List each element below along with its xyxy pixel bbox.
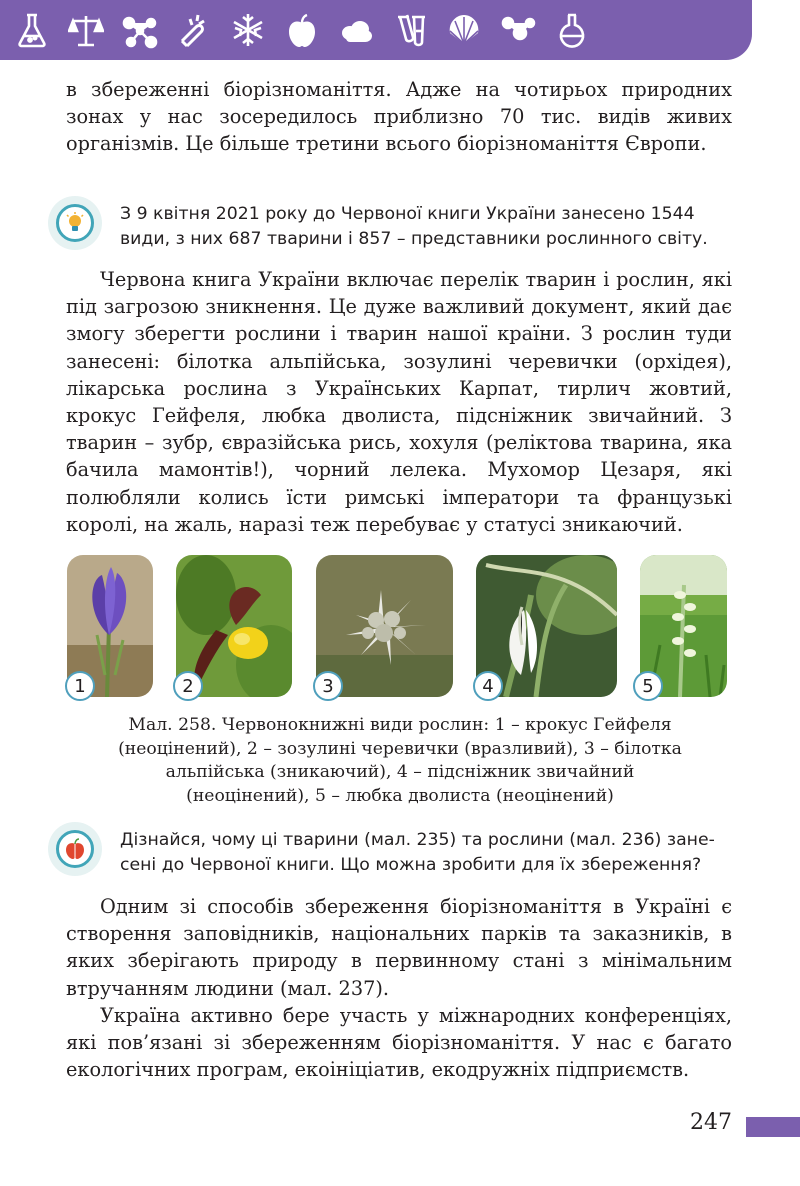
- note-line-2: види, з них 687 тварини і 857 – представники рослинного світу.: [120, 229, 708, 249]
- lightbulb-icon: [56, 204, 94, 242]
- paragraph-text: Україна активно бере участь у міжнародних конференціях, які пов’язані зі збереженням біорізноманіття. У нас є багато екологічних програм, екоініціатив, екодружніх підприємств.: [66, 1003, 732, 1082]
- caption-line: (неоцінений), 2 – зозулині черевички (вразливий), 3 – білотка: [118, 738, 682, 759]
- photo-number: 4: [473, 671, 503, 701]
- paragraph-text: в збереженні біорізноманіття. Адже на чотирьох природних зонах у нас зосередилось приблизно 70 тис. видів живих організмів. Це більше третини всього біорізноманіття Європи.: [66, 78, 732, 156]
- caption-line: (неоцінений), 5 – любка дволиста (неоцінений): [186, 785, 614, 806]
- photo-number: 1: [65, 671, 95, 701]
- paragraph-red-book: [66, 266, 732, 538]
- photo-number: 2: [173, 671, 203, 701]
- fact-note: [48, 196, 748, 252]
- paragraph-intro: [66, 76, 732, 158]
- test-tubes-icon: [392, 10, 428, 50]
- paragraph-text: Одним зі способів збереження біорізноманіття в Україні є створення заповідників, національних парків та заказників, в яких зберігають природу в первинному стані з мінімальним втручанням людини (мал. 237).: [66, 895, 732, 1000]
- magnet-icon: [176, 10, 212, 50]
- note-badge: [48, 196, 102, 250]
- header-bar: [0, 0, 752, 60]
- page-tab: [746, 1117, 800, 1137]
- photo-number: 3: [313, 671, 343, 701]
- molecule-icon: [122, 10, 158, 50]
- paragraph-text: Червона книга України включає перелік тварин і рослин, які під загрозою зникнення. Це дуже важливий документ, який дає змогу зберегти рослини і тварин нашої країни. З рослин туди занесені: білотка альпійська, зозулині черевички (орхідея), лікарська рослина з Українських Карпат, тирлич жовтий, крокус Гейфеля, любка дволиста, підсніжник звичайний. З тварин – зубр, євразійська рись, хохуля (реліктова тварина, яка бачила мамонтів!), чорний лелека. Мухомор Цезаря, які полюбляли колись їсти римські імператори та французькі королі, на жаль, наразі теж перебуває у статусі зникаючий.: [66, 268, 732, 536]
- cloud-icon: [338, 10, 374, 50]
- note-line-1: Дізнайся, чому ці тварини (мал. 235) та рослини (мал. 236) зане-: [120, 830, 715, 850]
- shell-icon: [446, 10, 482, 50]
- task-note: [48, 822, 748, 878]
- caption-line: Мал. 258. Червонокнижні види рослин: 1 – крокус Гейфеля: [128, 715, 672, 735]
- flask-icon: [14, 10, 50, 50]
- page-number: 247: [690, 1110, 732, 1135]
- note-line-2: сені до Червоної книги. Що можна зробити для їх збереження?: [120, 855, 702, 875]
- figure-caption: [66, 714, 734, 808]
- caption-line: альпійська (зникаючий), 4 – підсніжник звичайний: [165, 762, 635, 783]
- round-flask-icon: [554, 10, 590, 50]
- brain-apple-icon: [56, 830, 94, 868]
- photo-row: [67, 555, 737, 703]
- paragraph-reserves: [66, 893, 732, 1083]
- note-line-1: З 9 квітня 2021 року до Червоної книги України занесено 1544: [120, 204, 695, 224]
- snowflake-icon: [230, 10, 266, 50]
- apple-icon: [284, 10, 320, 50]
- molecule-chain-icon: [500, 10, 536, 50]
- scales-icon: [68, 10, 104, 50]
- photo-number: 5: [633, 671, 663, 701]
- note-badge: [48, 822, 102, 876]
